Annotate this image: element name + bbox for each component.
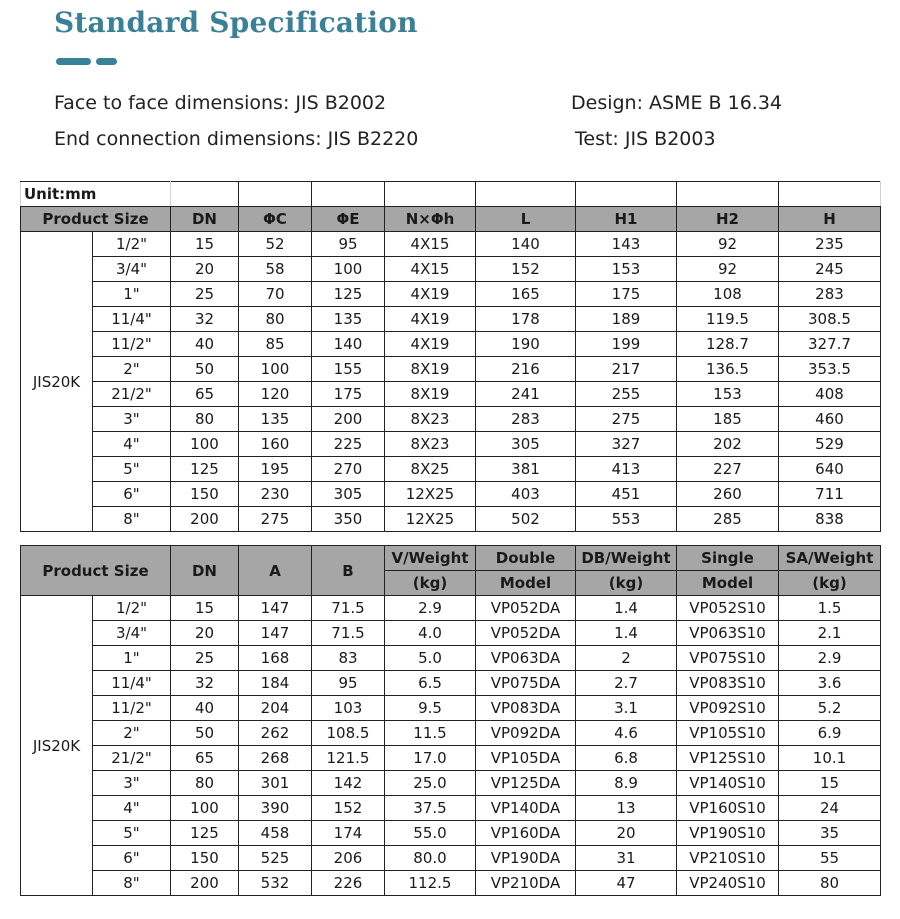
table-row [21,596,881,621]
table-cell: 529 [779,432,881,457]
column-header: DB/Weight [576,546,677,571]
table-cell: VP210DA [476,871,576,896]
table-cell: 100 [171,432,239,457]
table-cell: 2 [576,646,677,671]
table-cell: 200 [312,407,385,432]
table-cell: 174 [312,821,385,846]
table-cell: 275 [239,507,312,532]
table-row [21,282,881,307]
table-cell: 1.4 [576,621,677,646]
table-cell: 168 [239,646,312,671]
column-header: B [312,546,385,596]
table-row [21,771,881,796]
table-cell: 301 [239,771,312,796]
table-cell: 2.1 [779,621,881,646]
column-header: DN [171,207,239,232]
table-cell: 143 [576,232,677,257]
table-cell: 390 [239,796,312,821]
table-cell: 15 [171,596,239,621]
column-header-sub: (kg) [779,571,881,596]
table-cell: 125 [171,821,239,846]
table-cell: 4.6 [576,721,677,746]
table-cell: 206 [312,846,385,871]
table-cell: 241 [476,382,576,407]
table-cell: 408 [779,382,881,407]
table-row [21,482,881,507]
size-cell: 4" [93,432,171,457]
size-cell: 2" [93,721,171,746]
table-cell: VP190S10 [677,821,779,846]
size-cell: 1/2" [93,596,171,621]
table-cell: 217 [576,357,677,382]
table-cell: 200 [171,507,239,532]
table-cell: 55.0 [385,821,476,846]
table-cell: VP083DA [476,696,576,721]
table-cell: VP083S10 [677,671,779,696]
table-cell: 640 [779,457,881,482]
table-cell: 5.2 [779,696,881,721]
table-cell: VP063S10 [677,621,779,646]
table-cell: 283 [779,282,881,307]
table-cell: 2.9 [385,596,476,621]
table-cell: 8X19 [385,357,476,382]
table-cell: 17.0 [385,746,476,771]
size-cell: 4" [93,796,171,821]
table-cell: 553 [576,507,677,532]
table-cell: 6.8 [576,746,677,771]
table-cell: VP160S10 [677,796,779,821]
table-cell: 178 [476,307,576,332]
table-cell: 502 [476,507,576,532]
table-cell: 100 [312,257,385,282]
table-cell: 525 [239,846,312,871]
size-cell: 11/2" [93,332,171,357]
table-cell: 12X25 [385,482,476,507]
column-header: V/Weight [385,546,476,571]
size-cell: 1" [93,282,171,307]
table-cell: 268 [239,746,312,771]
table-cell: 1.5 [779,596,881,621]
table-cell: 152 [476,257,576,282]
spec-test: Test: JIS B2003 [575,128,716,150]
pressure-class-cell: JIS20K [21,232,93,532]
table-cell: 255 [576,382,677,407]
table-cell: 100 [239,357,312,382]
table-cell: 305 [312,482,385,507]
table-cell: 80 [171,771,239,796]
table-cell: 226 [312,871,385,896]
size-cell: 11/4" [93,671,171,696]
table-cell: 100 [171,796,239,821]
page-title: Standard Specification [54,6,418,39]
table-cell: 135 [312,307,385,332]
table-cell: 128.7 [677,332,779,357]
table-cell: 204 [239,696,312,721]
size-cell: 11/2" [93,696,171,721]
table-cell: 230 [239,482,312,507]
size-cell: 11/4" [93,307,171,332]
table-cell: 142 [312,771,385,796]
table-cell: 120 [239,382,312,407]
table-cell: 80 [239,307,312,332]
table-cell: VP160DA [476,821,576,846]
table-cell: 190 [476,332,576,357]
table-cell: 25 [171,282,239,307]
table-cell: 58 [239,257,312,282]
table-cell: 283 [476,407,576,432]
table-cell: 25.0 [385,771,476,796]
column-header: Product Size [21,546,171,596]
table-header-row [21,207,881,232]
table-row [21,796,881,821]
table-cell: 160 [239,432,312,457]
table-cell: 235 [779,232,881,257]
table-cell: 199 [576,332,677,357]
table-cell: VP140DA [476,796,576,821]
table-cell: 2.9 [779,646,881,671]
table-cell: VP075DA [476,671,576,696]
table-cell: 327.7 [779,332,881,357]
size-cell: 8" [93,507,171,532]
table-cell: 1.4 [576,596,677,621]
table-row [21,407,881,432]
table-cell: 184 [239,671,312,696]
table-cell: 20 [576,821,677,846]
actuator-table [20,545,881,896]
title-divider-dash [56,58,91,65]
table-cell: VP125S10 [677,746,779,771]
table-cell: VP190DA [476,846,576,871]
table-cell: 10.1 [779,746,881,771]
table-cell: 47 [576,871,677,896]
table-cell: 245 [779,257,881,282]
column-header: Single [677,546,779,571]
pressure-class-cell: JIS20K [21,596,93,896]
table-row [21,382,881,407]
table-cell: 136.5 [677,357,779,382]
table-cell: 413 [576,457,677,482]
table-cell: 305 [476,432,576,457]
table-cell: 711 [779,482,881,507]
column-header: ΦE [312,207,385,232]
table-row [21,671,881,696]
table-cell: 260 [677,482,779,507]
table-row [21,507,881,532]
table-cell: 175 [576,282,677,307]
table-cell: 83 [312,646,385,671]
table-row [21,646,881,671]
spec-end-connection: End connection dimensions: JIS B2220 [54,128,419,150]
table-cell: 15 [779,771,881,796]
table-row [21,721,881,746]
table-cell: 4X15 [385,257,476,282]
table-row [21,457,881,482]
table-cell: 458 [239,821,312,846]
table-cell: 4X19 [385,307,476,332]
table-cell: 12X25 [385,507,476,532]
table-cell: 140 [312,332,385,357]
table-cell: 153 [576,257,677,282]
table-cell: 8X23 [385,407,476,432]
table-cell: 353.5 [779,357,881,382]
size-cell: 6" [93,482,171,507]
table-cell: 15 [171,232,239,257]
table-cell: 25 [171,646,239,671]
table-cell: 95 [312,671,385,696]
table-cell: 65 [171,746,239,771]
table-cell: 40 [171,332,239,357]
table-cell: VP092DA [476,721,576,746]
size-cell: 3" [93,407,171,432]
table-cell: 350 [312,507,385,532]
table-cell: 92 [677,232,779,257]
table-cell: 9.5 [385,696,476,721]
column-header: H [779,207,881,232]
spec-face-to-face: Face to face dimensions: JIS B2002 [54,92,387,114]
table-cell: 95 [312,232,385,257]
spec-design: Design: ASME B 16.34 [571,92,783,114]
size-cell: 2" [93,357,171,382]
table-row [21,821,881,846]
table-row [21,257,881,282]
size-cell: 3/4" [93,621,171,646]
table-cell: 80.0 [385,846,476,871]
table-cell: 8X19 [385,382,476,407]
table-cell: 2.7 [576,671,677,696]
size-cell: 6" [93,846,171,871]
table-cell: 275 [576,407,677,432]
dimension-table [20,181,881,532]
table-cell: VP105S10 [677,721,779,746]
table-cell: 32 [171,671,239,696]
table-cell: 216 [476,357,576,382]
table-cell: VP125DA [476,771,576,796]
table-cell: VP052DA [476,621,576,646]
table-cell: 153 [677,382,779,407]
column-header: L [476,207,576,232]
table-cell: 71.5 [312,596,385,621]
column-header: Double [476,546,576,571]
table-cell: 150 [171,846,239,871]
table-cell: 4X19 [385,332,476,357]
table-row [21,232,881,257]
table-cell: 70 [239,282,312,307]
table-cell: 20 [171,621,239,646]
table-cell: 135 [239,407,312,432]
table-cell: 6.5 [385,671,476,696]
table-cell: 838 [779,507,881,532]
table-cell: 3.1 [576,696,677,721]
table-cell: 125 [171,457,239,482]
table-cell: 381 [476,457,576,482]
table-row [21,307,881,332]
table-cell: 5.0 [385,646,476,671]
table-cell: 175 [312,382,385,407]
title-divider-dash [96,58,117,65]
table-cell: 65 [171,382,239,407]
column-header: Product Size [21,207,171,232]
table-row [21,332,881,357]
table-cell: 4X15 [385,232,476,257]
table-cell: 37.5 [385,796,476,821]
unit-label: Unit:mm [21,182,171,207]
table-cell: 308.5 [779,307,881,332]
column-header: DN [171,546,239,596]
table-cell: 460 [779,407,881,432]
table-cell: 6.9 [779,721,881,746]
table-cell: 532 [239,871,312,896]
table-cell: 71.5 [312,621,385,646]
table-cell: 4.0 [385,621,476,646]
table-cell: 147 [239,596,312,621]
table-row [21,696,881,721]
column-header: N×Φh [385,207,476,232]
table-cell: 4X19 [385,282,476,307]
table-cell: 112.5 [385,871,476,896]
column-header-sub: Model [677,571,779,596]
table-cell: 92 [677,257,779,282]
table-cell: 55 [779,846,881,871]
table-cell: VP052S10 [677,596,779,621]
table-cell: 103 [312,696,385,721]
table-cell: 200 [171,871,239,896]
table-cell: VP052DA [476,596,576,621]
table-cell: VP240S10 [677,871,779,896]
table-cell: VP210S10 [677,846,779,871]
table-cell: 121.5 [312,746,385,771]
column-header: H1 [576,207,677,232]
column-header: ΦC [239,207,312,232]
table-cell: 262 [239,721,312,746]
column-header: A [239,546,312,596]
table-row [21,846,881,871]
table-cell: 165 [476,282,576,307]
table-cell: 85 [239,332,312,357]
size-cell: 21/2" [93,382,171,407]
table-cell: 8X25 [385,457,476,482]
table-cell: 327 [576,432,677,457]
column-header: SA/Weight [779,546,881,571]
table-cell: 31 [576,846,677,871]
table-cell: 40 [171,696,239,721]
table-cell: 150 [171,482,239,507]
table-header-row [21,546,881,571]
table-cell: 195 [239,457,312,482]
table-cell: 270 [312,457,385,482]
table-cell: 8X23 [385,432,476,457]
table-cell: 403 [476,482,576,507]
size-cell: 1/2" [93,232,171,257]
table-cell: 108 [677,282,779,307]
table-cell: 50 [171,357,239,382]
table-cell: 225 [312,432,385,457]
table-cell: 185 [677,407,779,432]
table-cell: 20 [171,257,239,282]
size-cell: 3" [93,771,171,796]
table-cell: 152 [312,796,385,821]
table-cell: 52 [239,232,312,257]
table-cell: 13 [576,796,677,821]
size-cell: 3/4" [93,257,171,282]
table-row [21,871,881,896]
table-cell: 147 [239,621,312,646]
size-cell: 8" [93,871,171,896]
table-cell: 24 [779,796,881,821]
column-header: H2 [677,207,779,232]
table-cell: 125 [312,282,385,307]
table-cell: 285 [677,507,779,532]
size-cell: 1" [93,646,171,671]
table-cell: VP075S10 [677,646,779,671]
table-cell: VP140S10 [677,771,779,796]
table-cell: 3.6 [779,671,881,696]
column-header-sub: (kg) [385,571,476,596]
unit-row [21,182,881,207]
column-header-sub: Model [476,571,576,596]
table-cell: 80 [171,407,239,432]
table-cell: 227 [677,457,779,482]
table-cell: 35 [779,821,881,846]
table-cell: 119.5 [677,307,779,332]
table-cell: 11.5 [385,721,476,746]
table-cell: 8.9 [576,771,677,796]
table-row [21,357,881,382]
table-cell: VP092S10 [677,696,779,721]
table-cell: 108.5 [312,721,385,746]
table-row [21,746,881,771]
table-cell: 32 [171,307,239,332]
size-cell: 5" [93,821,171,846]
table-cell: 451 [576,482,677,507]
size-cell: 5" [93,457,171,482]
table-cell: 202 [677,432,779,457]
table-cell: VP063DA [476,646,576,671]
table-cell: 50 [171,721,239,746]
table-row [21,432,881,457]
column-header-sub: (kg) [576,571,677,596]
table-cell: 189 [576,307,677,332]
table-cell: VP105DA [476,746,576,771]
table-cell: 80 [779,871,881,896]
table-cell: 155 [312,357,385,382]
table-row [21,621,881,646]
size-cell: 21/2" [93,746,171,771]
table-cell: 140 [476,232,576,257]
